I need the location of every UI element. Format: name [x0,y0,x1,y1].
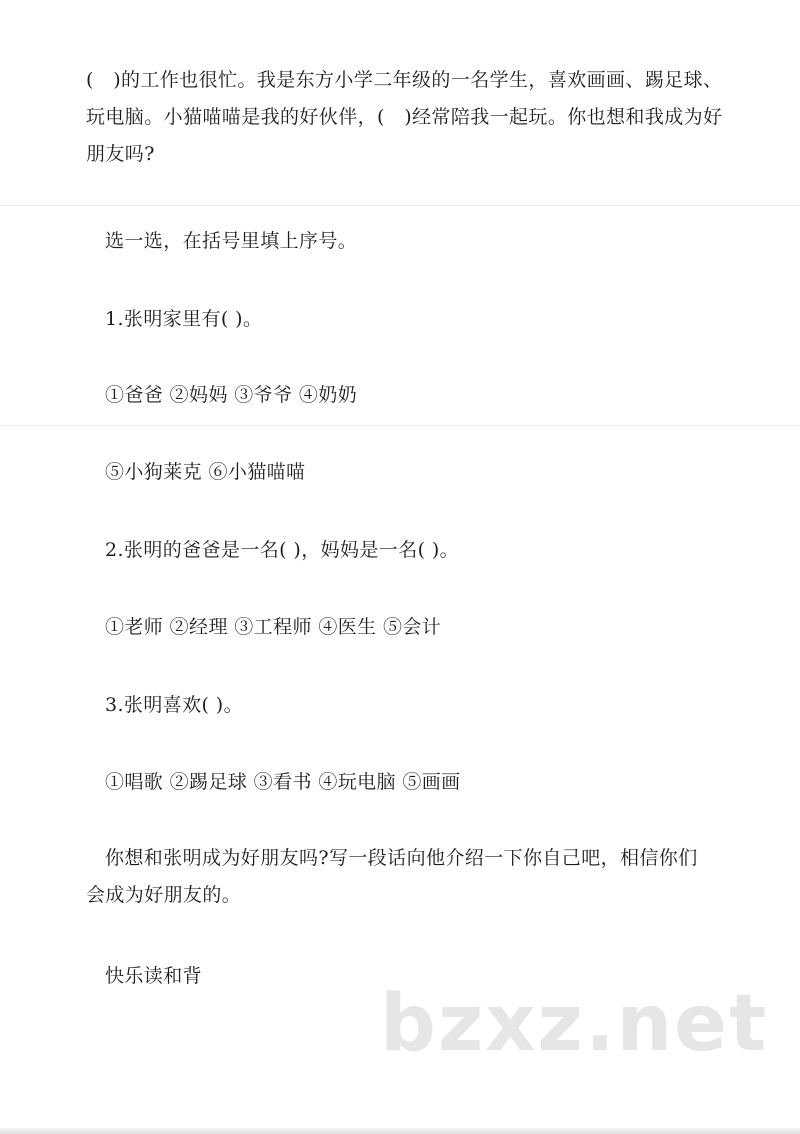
question-1-options-a: ①爸爸 ②妈妈 ③爷爷 ④奶奶 [105,384,358,406]
writing-prompt: 你想和张明成为好朋友吗?写一段话向他介绍一下你自己吧，相信你们会成为好朋友的。 [86,847,698,906]
watermark-logo: bzxz.net [380,979,769,1069]
instruction-text: 选一选，在括号里填上序号。 [105,230,358,252]
question-3: 3.张明喜欢( )。 [105,694,243,716]
section-title: 快乐读和背 [105,965,203,987]
question-1: 1.张明家里有( )。 [105,308,263,330]
question-2: 2.张明的爸爸是一名( )，妈妈是一名( )。 [105,539,460,561]
question-1-options-b: ⑤小狗莱克 ⑥小猫喵喵 [105,461,306,483]
page-crease [0,425,800,426]
question-3-options: ①唱歌 ②踢足球 ③看书 ④玩电脑 ⑤画画 [105,771,461,793]
page-crease [0,205,800,206]
intro-paragraph: ( )的工作也很忙。我是东方小学二年级的一名学生，喜欢画画、踢足球、玩电脑。小猫喵喵是我的好伙伴，( )经常陪我一起玩。你也想和我成为好朋友吗? [86,69,723,165]
page-bottom-edge [0,1128,800,1134]
question-2-options: ①老师 ②经理 ③工程师 ④医生 ⑤会计 [105,616,442,638]
